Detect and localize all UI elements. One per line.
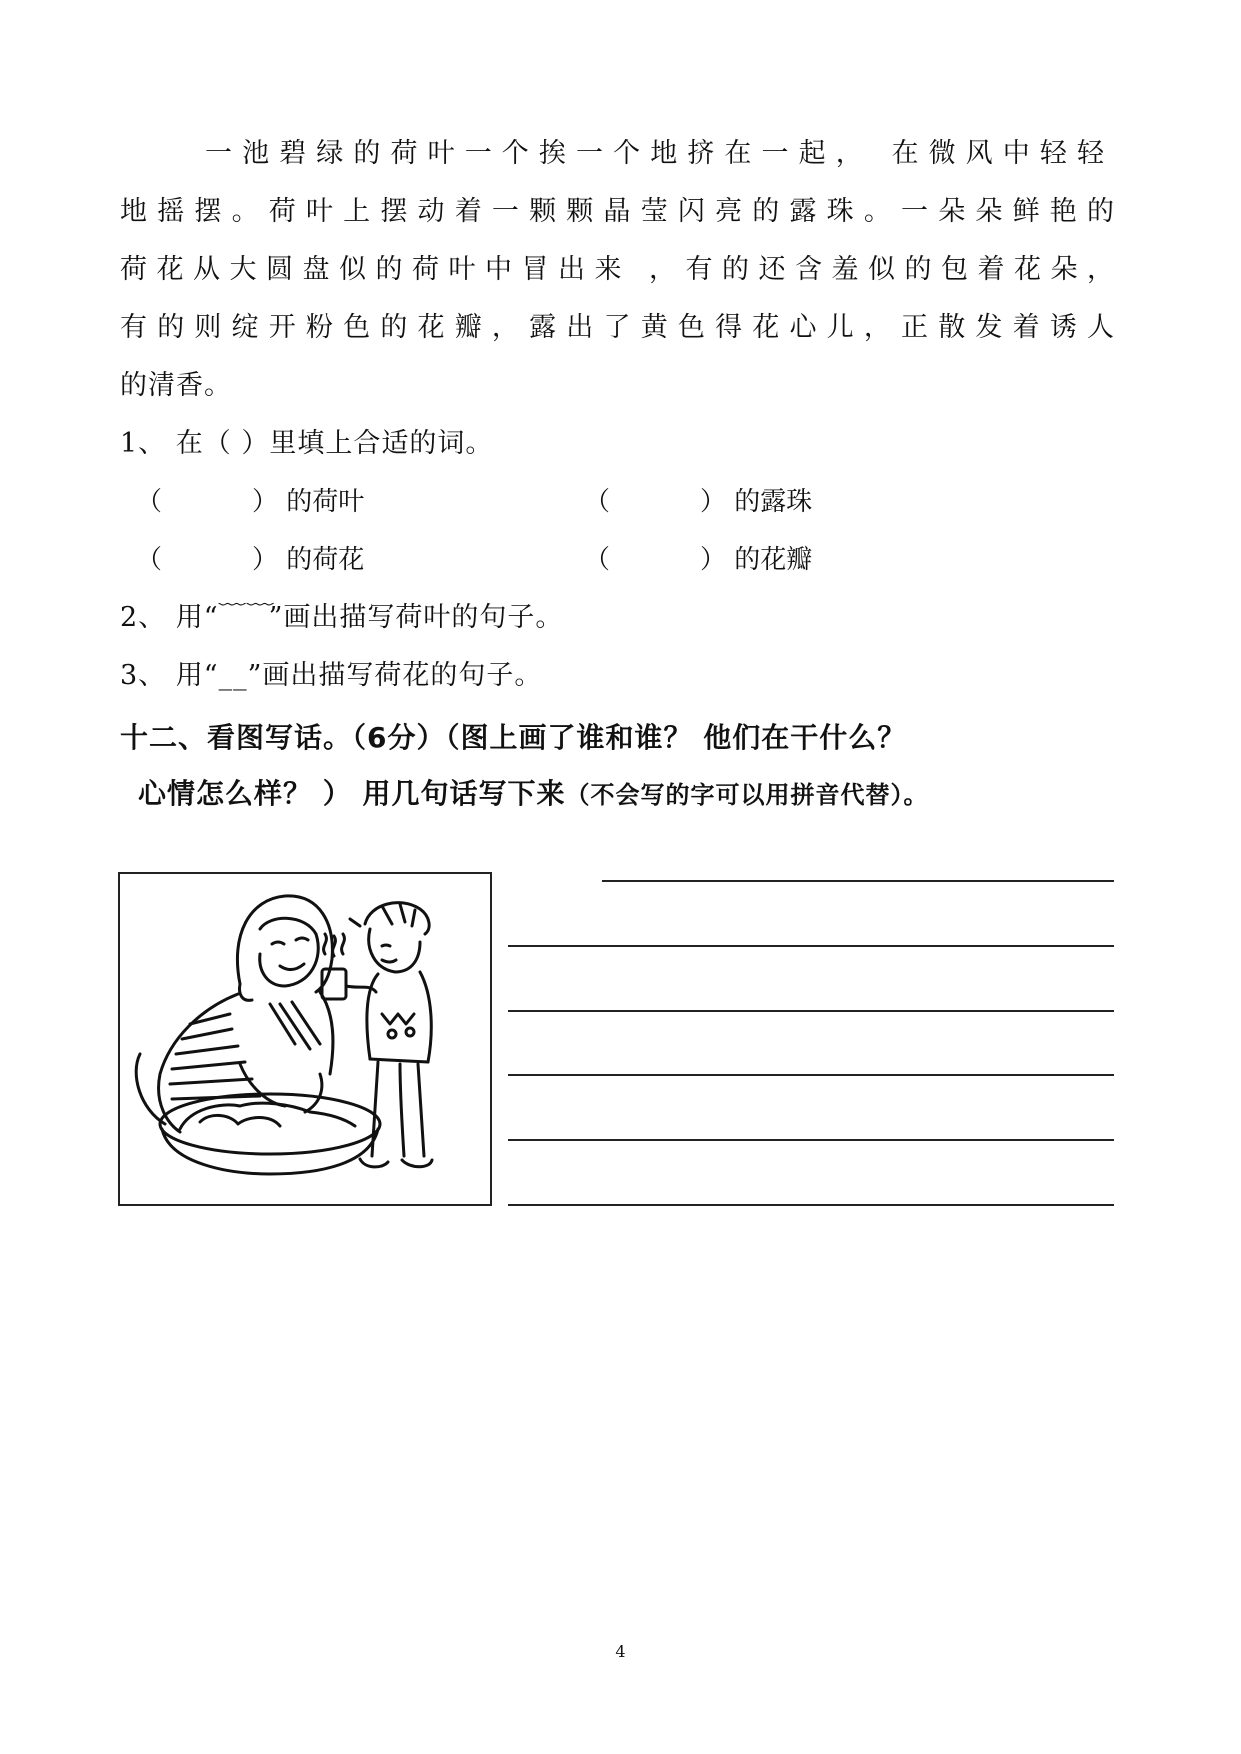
picture-frame: [118, 872, 492, 1206]
section-12-instructions-main: 心情怎么样？ ） 用几句话写下来: [138, 777, 566, 810]
question-2-suffix: ”画出描写荷叶的句子。: [268, 602, 564, 633]
passage-line-4: 有的则绽开粉色的花瓣，露出了黄色得花心儿，正散发着诱人: [120, 312, 1115, 343]
passage-line-2: 地摇摆。荷叶上摆动着一颗颗晶莹闪亮的露珠。一朵朵鲜艳的: [120, 196, 1115, 227]
fill-label: 的花瓣: [734, 545, 813, 575]
writing-line-1[interactable]: [602, 880, 1114, 882]
question-3: 3、 用“__”画出描写荷花的句子。: [120, 660, 543, 691]
fill-label: 的荷叶: [286, 487, 365, 517]
writing-line-3[interactable]: [508, 1010, 1114, 1012]
writing-line-4[interactable]: [508, 1074, 1114, 1076]
section-12-instructions: [138, 774, 929, 815]
left-paren: （: [136, 487, 163, 517]
fill-item-lotus-leaf: [136, 482, 364, 522]
writing-line-5[interactable]: [508, 1139, 1114, 1141]
mother-and-child-illustration: [120, 874, 490, 1204]
right-paren: ）: [700, 545, 727, 575]
passage-line-1: 一池碧绿的荷叶一个挨一个地挤在一起， 在微风中轻轻: [205, 138, 1105, 169]
section-12-heading: 十二、看图写话。（6分）（图上画了谁和谁？ 他们在干什么？: [120, 721, 907, 754]
question-2: [120, 598, 563, 638]
page-number: 4: [615, 1642, 626, 1661]
passage-line-5: 的清香。: [120, 370, 232, 401]
question-1: 1、 在（ ）里填上合适的词。: [120, 428, 494, 459]
fill-item-lotus-flower: [136, 540, 364, 580]
writing-line-2[interactable]: [508, 945, 1114, 947]
fill-label: 的荷花: [286, 545, 365, 575]
section-12-instructions-note: （不会写的字可以用拼音代替）。: [565, 781, 929, 809]
left-paren: （: [136, 545, 163, 575]
writing-line-6[interactable]: [508, 1204, 1114, 1206]
right-paren: ）: [252, 487, 279, 517]
right-paren: ）: [700, 487, 727, 517]
left-paren: （: [584, 487, 611, 517]
fill-item-dewdrop: [584, 482, 812, 522]
fill-item-petal: [584, 540, 812, 580]
passage-line-3: 荷花从大圆盘似的荷叶中冒出来 ，有的还含羞似的包着花朵，: [120, 254, 1115, 285]
fill-label: 的露珠: [734, 487, 813, 517]
right-paren: ）: [252, 545, 279, 575]
left-paren: （: [584, 545, 611, 575]
question-2-prefix: 2、 用“: [120, 602, 219, 633]
wavy-line-mark: ﹋﹋: [218, 602, 275, 633]
